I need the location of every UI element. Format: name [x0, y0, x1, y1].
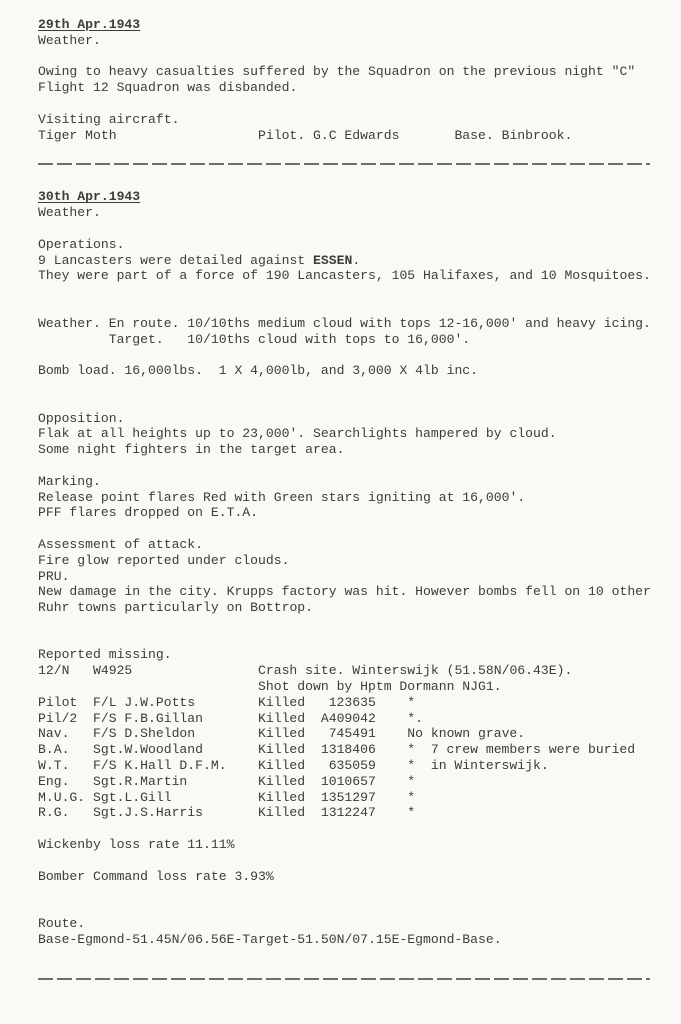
- entry-29-disband-line-1: Owing to heavy casualties suffered by the Squadron on the previous night "C": [38, 64, 636, 80]
- crew-name: Sgt.W.Woodland: [93, 742, 204, 758]
- assessment-label: Assessment of attack.: [38, 536, 204, 552]
- crew-fate: Killed: [258, 726, 306, 742]
- operations-label: Operations.: [38, 236, 125, 252]
- wickenby-loss-rate: Wickenby loss rate 11.11%: [38, 837, 235, 853]
- crew-role: Nav.: [38, 726, 70, 742]
- crew-role: M.U.G.: [38, 789, 86, 805]
- missing-aircraft-serial: W4925: [93, 663, 133, 679]
- crew-fate: Killed: [258, 710, 306, 726]
- visiting-aircraft-row: [38, 128, 661, 144]
- crew-service-number: 1312247: [320, 805, 376, 821]
- crash-site: Crash site. Winterswijk (51.58N/06.43E).: [258, 663, 573, 679]
- visiting-aircraft-label: Visiting aircraft.: [38, 111, 180, 127]
- crew-row: [38, 726, 661, 742]
- crew-row: [38, 805, 661, 821]
- crew-name: Sgt.R.Martin: [93, 773, 188, 789]
- crew-service-number: 745491: [328, 726, 376, 742]
- crew-name: Sgt.J.S.Harris: [93, 805, 204, 821]
- marking-label: Marking.: [38, 473, 101, 489]
- missing-aircraft-row: [38, 663, 661, 679]
- section-divider-top: [38, 163, 650, 165]
- crew-row: [38, 742, 661, 758]
- crew-marker: No known grave.: [407, 726, 526, 742]
- section-divider-bottom: [38, 978, 650, 980]
- entry-29-date-line: [38, 17, 661, 33]
- command-loss-rate: Bomber Command loss rate 3.93%: [38, 868, 274, 884]
- crew-note: 7 crew members were buried: [430, 742, 636, 758]
- operations-detail-prefix: 9 Lancasters were detailed against: [38, 252, 314, 268]
- weather-target: Target. 10/10ths cloud with tops to 16,000'.: [38, 331, 471, 347]
- crew-marker: *: [407, 789, 416, 805]
- crew-role: W.T.: [38, 758, 70, 774]
- crew-marker: *: [407, 694, 416, 710]
- crew-service-number: A409042: [320, 710, 376, 726]
- crew-role: Eng.: [38, 773, 70, 789]
- crew-service-number: 123635: [328, 694, 376, 710]
- operations-force: They were part of a force of 190 Lancasters, 105 Halifaxes, and 10 Mosquitoes.: [38, 268, 651, 284]
- missing-aircraft-code: 12/N: [38, 663, 70, 679]
- entry-29-weather-label: Weather.: [38, 32, 101, 48]
- pru-label: PRU.: [38, 568, 70, 584]
- crew-service-number: 1318406: [320, 742, 376, 758]
- opposition-line-2: Some night fighters in the target area.: [38, 442, 345, 458]
- crew-fate: Killed: [258, 789, 306, 805]
- crew-marker: *: [407, 742, 416, 758]
- crew-name: F/S D.Sheldon: [93, 726, 196, 742]
- route-label: Route.: [38, 916, 86, 932]
- crew-role: Pilot: [38, 694, 78, 710]
- bomb-load: Bomb load. 16,000lbs. 1 X 4,000lb, and 3,000 X 4lb inc.: [38, 363, 479, 379]
- crew-row: [38, 711, 661, 727]
- entry-29-disband-line-2: Flight 12 Squadron was disbanded.: [38, 80, 298, 96]
- crew-service-number: 1351297: [320, 789, 376, 805]
- weather-enroute: Weather. En route. 10/10ths medium cloud with tops 12-16,000' and heavy icing.: [38, 315, 651, 331]
- entry-30-weather-label: Weather.: [38, 205, 101, 221]
- crew-fate: Killed: [258, 742, 306, 758]
- visiting-aircraft-base: Base. Binbrook.: [454, 127, 573, 143]
- crew-table: [38, 695, 661, 821]
- shot-down-line: Shot down by Hptm Dormann NJG1.: [258, 679, 502, 695]
- operations-detail-suffix: .: [352, 252, 361, 268]
- crew-fate: Killed: [258, 694, 306, 710]
- crew-role: R.G.: [38, 805, 70, 821]
- crew-name: F/S K.Hall D.F.M.: [93, 758, 227, 774]
- visiting-aircraft-pilot: Pilot. G.C Edwards: [258, 127, 400, 143]
- crew-name: Sgt.L.Gill: [93, 789, 172, 805]
- opposition-line-1: Flak at all heights up to 23,000'. Searchlights hampered by cloud.: [38, 426, 557, 442]
- assessment-line-1: Fire glow reported under clouds.: [38, 552, 290, 568]
- route-line: Base-Egmond-51.45N/06.56E-Target-51.50N/07.15E-Egmond-Base.: [38, 931, 502, 947]
- crew-role: B.A.: [38, 742, 70, 758]
- crew-fate: Killed: [258, 773, 306, 789]
- crew-service-number: 1010657: [320, 773, 376, 789]
- crew-marker: *: [407, 773, 416, 789]
- entry-30-date: 30th Apr.1943: [38, 189, 141, 205]
- crew-fate: Killed: [258, 758, 306, 774]
- visiting-aircraft-type: Tiger Moth: [38, 127, 117, 143]
- crew-service-number: 635059: [328, 758, 376, 774]
- crew-name: F/S F.B.Gillan: [93, 710, 204, 726]
- crew-marker: *: [407, 805, 416, 821]
- crew-row: [38, 695, 661, 711]
- crew-name: F/L J.W.Potts: [93, 694, 196, 710]
- entry-30-date-line: [38, 189, 661, 205]
- crew-marker: *: [407, 758, 416, 774]
- marking-line-2: PFF flares dropped on E.T.A.: [38, 505, 259, 521]
- crew-row: [38, 758, 661, 774]
- marking-line-1: Release point flares Red with Green stars igniting at 16,000'.: [38, 489, 526, 505]
- reported-missing-label: Reported missing.: [38, 647, 172, 663]
- entry-29-date: 29th Apr.1943: [38, 17, 141, 32]
- crew-marker: *.: [407, 710, 423, 726]
- pru-line-1: New damage in the city. Krupps factory was hit. However bombs fell on 10 other: [38, 584, 651, 600]
- operations-detail: [38, 253, 661, 269]
- crew-row: [38, 790, 661, 806]
- crew-role: Pil/2: [38, 710, 78, 726]
- crew-note: in Winterswijk.: [430, 758, 549, 774]
- pru-line-2: Ruhr towns particularly on Bottrop.: [38, 600, 314, 616]
- operations-target: ESSEN: [313, 252, 353, 268]
- opposition-label: Opposition.: [38, 410, 125, 426]
- crew-row: [38, 774, 661, 790]
- crew-fate: Killed: [258, 805, 306, 821]
